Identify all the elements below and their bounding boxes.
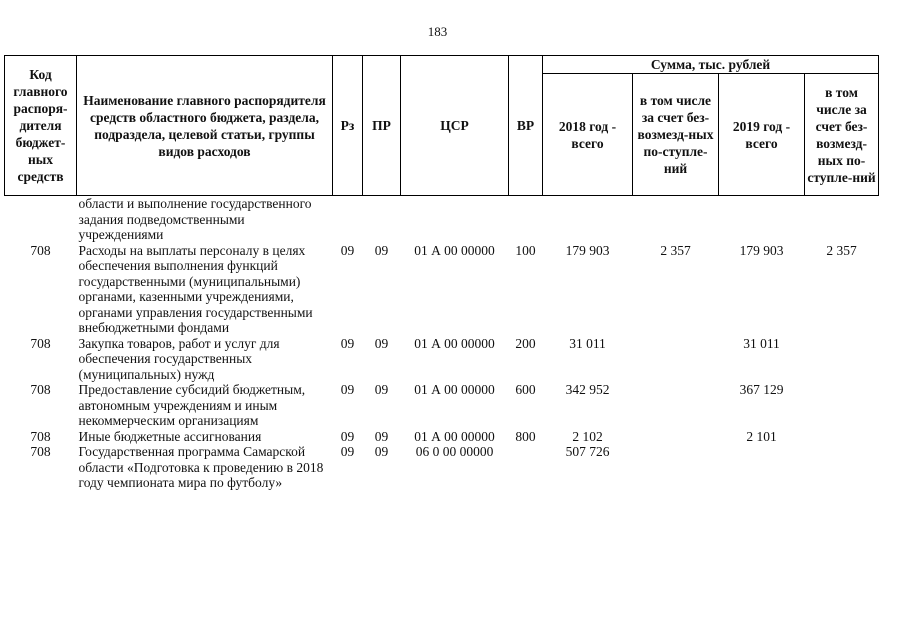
row-2018-free [633,444,719,491]
row-2018-free: 2 357 [660,242,691,258]
row-2019-total: 31 011 [743,335,780,351]
row-2019-free [805,382,879,429]
row-code: 708 [30,428,51,444]
row-2019-total: 367 129 [739,382,784,397]
row-2018-free [633,336,719,383]
row-pr: 09 [374,444,389,459]
row-2018-free [633,429,719,445]
row-rz: 09 [340,335,355,351]
page-number: 183 [427,24,448,39]
table-row [5,336,879,383]
header-name: Наименование главного распорядителя средств областного бюджета, раздела, подраздела, целевой статьи, группы видов расходов [77,56,333,196]
row-2019-total: 179 903 [739,242,784,258]
row-rz: 09 [340,242,355,258]
table-row [5,382,879,429]
row-2018-total: 31 011 [569,335,606,351]
header-csr: ЦСР [401,56,509,196]
row-rz: 09 [340,444,355,459]
row-csr: 01 А 00 00000 [414,335,495,351]
table-header [5,56,879,196]
row-csr: 06 0 00 00000 [415,444,494,459]
row-csr: 01 А 00 00000 [414,382,495,397]
row-pr: 09 [374,335,389,351]
row-name: Предоставление субсидий бюджетным, автономным учреждениям и иным некоммерческим организациям [78,382,306,428]
row-rz: 09 [340,428,355,444]
table-row [5,444,879,491]
header-2018-free: в том числе за счет без-возмезд-ных по-ступле-ний [633,74,719,196]
row-vr: 200 [515,335,536,351]
row-vr: 100 [515,242,536,258]
header-code: Код главного распоря-дителя бюджет-ных средств [5,56,77,196]
row-2019-free: 2 357 [826,242,857,258]
row-2018-total: 342 952 [565,382,610,397]
row-name: Расходы на выплаты персоналу в целях обеспечения выполнения функций государственными (муниципальными) органами, казенными учреждениями, органами управления государственными внебюджетными фондами [78,242,313,335]
row-vr: 600 [515,382,536,397]
header-2019-free: в том числе за счет без-возмезд-ных по-ступле-ний [805,74,879,196]
header-vr: ВР [509,56,543,196]
row-vr [509,444,543,491]
row-pr: 09 [374,382,389,397]
row-2019-free [805,429,879,445]
table-row [5,429,879,445]
budget-table [4,55,879,491]
row-2019-free [805,336,879,383]
row-code: 708 [30,242,51,258]
row-csr: 01 А 00 00000 [414,242,495,258]
table-body [5,196,879,491]
row-name: Государственная программа Самарской области «Подготовка к проведению в 2018 году чемпионата мира по футболу» [78,444,324,490]
header-pr: ПР [363,56,401,196]
row-2018-total: 2 102 [572,428,603,444]
table-row [5,243,879,336]
row-csr: 01 А 00 00000 [414,428,495,444]
header-rz: Рз [333,56,363,196]
row-pr: 09 [374,242,389,258]
header-2019-total: 2019 год - всего [719,74,805,196]
header-2018-total: 2018 год - всего [543,74,633,196]
continuation-text: области и выполнение государственного задания подведомственными учреждениями [78,196,312,242]
row-code: 708 [30,335,51,351]
header-sum-group: Сумма, тыс. рублей [543,56,879,74]
row-2018-total: 179 903 [565,242,610,258]
row-2019-total [719,444,805,491]
row-2018-free [633,382,719,429]
row-name: Закупка товаров, работ и услуг для обеспечения государственных (муниципальных) нужд [78,335,280,382]
row-2019-free [805,444,879,491]
continuation-row [5,196,879,243]
row-code: 708 [30,444,51,459]
row-name: Иные бюджетные ассигнования [78,428,262,444]
row-code: 708 [30,382,51,397]
row-vr: 800 [515,428,536,444]
row-rz: 09 [340,382,355,397]
row-2019-total: 2 101 [746,428,777,444]
row-2018-total: 507 726 [565,444,610,459]
row-pr: 09 [374,428,389,444]
